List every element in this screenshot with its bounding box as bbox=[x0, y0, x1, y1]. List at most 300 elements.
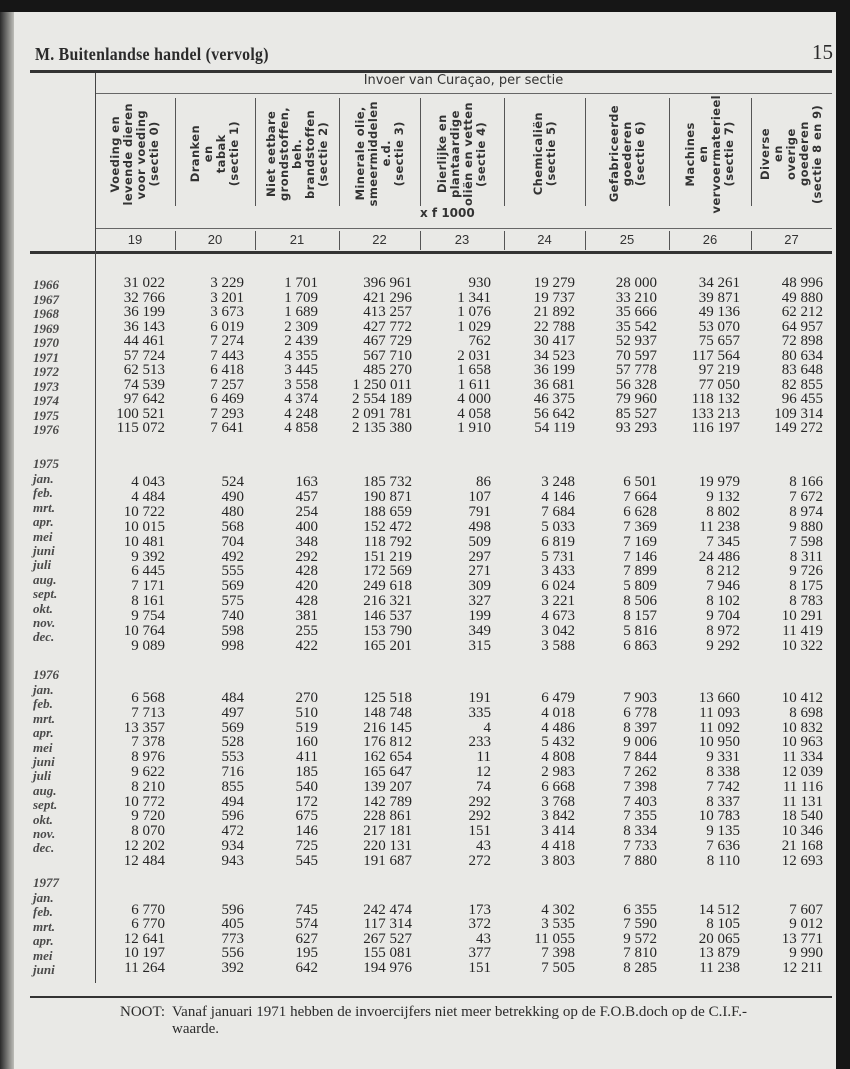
table-cell: 96 455 bbox=[781, 391, 823, 407]
table-cell: 704 bbox=[221, 533, 244, 550]
table-cell: 11 419 bbox=[782, 623, 823, 639]
table-row bbox=[95, 903, 823, 917]
table-cell: 7 378 bbox=[131, 734, 165, 751]
table-cell: 9 704 bbox=[706, 608, 740, 625]
column-header-line: en bbox=[771, 145, 785, 163]
row-label: juli bbox=[33, 768, 52, 784]
table-cell: 8 338 bbox=[706, 764, 740, 780]
table-row bbox=[95, 706, 823, 721]
row-label: 1974 bbox=[33, 393, 59, 408]
table-cell: 117 564 bbox=[691, 347, 740, 364]
table-cell: 524 bbox=[221, 474, 244, 490]
table-cell: 855 bbox=[221, 778, 244, 795]
table-cell: 116 197 bbox=[691, 420, 740, 436]
table-cell: 12 bbox=[476, 764, 491, 780]
table-cell: 6 445 bbox=[131, 563, 165, 580]
table-cell: 309 bbox=[468, 578, 491, 595]
row-label: mrt. bbox=[33, 918, 56, 934]
table-cell: 545 bbox=[295, 852, 318, 869]
table-cell: 48 996 bbox=[781, 275, 823, 291]
table-cell: 4 858 bbox=[284, 420, 318, 436]
table-cell: 80 634 bbox=[781, 347, 823, 364]
table-cell: 4 000 bbox=[457, 391, 491, 407]
table-cell: 1 076 bbox=[457, 304, 491, 320]
table-cell: 519 bbox=[295, 719, 318, 736]
column-number: 25 bbox=[619, 232, 635, 247]
table-cell: 567 710 bbox=[363, 347, 412, 364]
table-row bbox=[95, 854, 823, 869]
table-cell: 163 bbox=[295, 474, 318, 490]
table-cell: 109 314 bbox=[774, 405, 823, 422]
table-cell: 3 042 bbox=[541, 623, 575, 639]
table-cell: 217 181 bbox=[363, 823, 412, 840]
table-cell: 4 484 bbox=[131, 488, 165, 505]
table-row bbox=[95, 490, 823, 505]
table-cell: 8 972 bbox=[706, 623, 740, 639]
table-cell: 7 742 bbox=[706, 778, 740, 795]
table-row bbox=[95, 505, 823, 520]
table-cell: 1 910 bbox=[457, 420, 491, 436]
column-header-line: (sectie 1) bbox=[227, 121, 241, 187]
column-number: 20 bbox=[207, 232, 223, 247]
table-cell: 7 403 bbox=[623, 793, 657, 810]
column-header-line: (sectie 2) bbox=[315, 121, 330, 187]
table-cell: 11 092 bbox=[699, 719, 740, 736]
table-cell: 745 bbox=[295, 902, 318, 918]
table-cell: 4 673 bbox=[541, 608, 575, 625]
table-cell: 740 bbox=[221, 608, 244, 625]
table-cell: 9 622 bbox=[131, 764, 165, 780]
table-cell: 292 bbox=[468, 793, 491, 810]
column-header-line: Niet eetbare bbox=[263, 110, 278, 198]
table-cell: 4 355 bbox=[284, 347, 318, 364]
table-cell: 675 bbox=[295, 808, 318, 825]
table-cell: 4 248 bbox=[284, 405, 318, 422]
column-header-line: Chemicaliën bbox=[530, 112, 545, 196]
table-cell: 569 bbox=[221, 719, 244, 736]
table-cell: 8 334 bbox=[623, 823, 657, 840]
table-cell: 10 783 bbox=[698, 808, 740, 825]
row-label: apr. bbox=[33, 933, 54, 949]
table-cell: 271 bbox=[468, 563, 491, 580]
table-cell: 7 672 bbox=[789, 488, 823, 505]
table-cell: 36 681 bbox=[533, 376, 575, 393]
column-header-line: (sectie 4) bbox=[474, 121, 488, 187]
table-cell: 596 bbox=[221, 902, 244, 918]
table-cell: 3 842 bbox=[541, 808, 575, 825]
table-cell: 3 201 bbox=[210, 289, 244, 306]
table-cell: 4 486 bbox=[541, 719, 575, 736]
table-cell: 428 bbox=[295, 593, 318, 610]
table-cell: 64 957 bbox=[781, 318, 823, 335]
table-cell: 57 778 bbox=[615, 362, 657, 378]
table-cell: 7 505 bbox=[541, 959, 575, 976]
table-cell: 627 bbox=[295, 930, 318, 947]
table-cell: 10 481 bbox=[123, 533, 165, 550]
column-number: 24 bbox=[537, 232, 552, 247]
table-cell: 3 803 bbox=[541, 852, 575, 869]
row-label: 1971 bbox=[33, 349, 59, 365]
table-cell: 54 119 bbox=[534, 420, 575, 436]
table-row bbox=[95, 639, 823, 654]
table-cell: 716 bbox=[221, 764, 244, 780]
table-cell: 1 250 011 bbox=[352, 376, 412, 393]
row-label: aug. bbox=[33, 782, 57, 798]
table-cell: 254 bbox=[295, 503, 318, 520]
table-cell: 998 bbox=[221, 637, 244, 654]
column-number: 21 bbox=[289, 232, 305, 247]
table-cell: 12 484 bbox=[123, 852, 165, 869]
column-header bbox=[95, 98, 175, 210]
unit-rule bbox=[95, 228, 832, 229]
table-cell: 4 bbox=[483, 719, 491, 736]
table-cell: 7 355 bbox=[623, 808, 657, 825]
table-row bbox=[95, 765, 823, 780]
table-cell: 85 527 bbox=[615, 405, 657, 422]
table-cell: 8 161 bbox=[131, 593, 165, 610]
column-header-line: e.d. bbox=[378, 140, 393, 168]
table-row bbox=[95, 349, 823, 364]
row-label: 1968 bbox=[33, 306, 59, 321]
table-cell: 2 031 bbox=[457, 347, 491, 364]
table-cell: 13 771 bbox=[781, 930, 823, 947]
section-title: M. Buitenlandse handel (vervolg) bbox=[35, 44, 269, 64]
table-cell: 2 983 bbox=[541, 764, 575, 780]
table-cell: 1 701 bbox=[284, 275, 318, 291]
table-cell: 8 105 bbox=[706, 916, 740, 933]
table-cell: 596 bbox=[221, 808, 244, 825]
table-cell: 8 102 bbox=[706, 593, 740, 610]
table-cell: 12 039 bbox=[781, 764, 823, 780]
table-cell: 7 598 bbox=[789, 533, 823, 550]
table-cell: 139 207 bbox=[363, 778, 412, 795]
table-cell: 148 748 bbox=[363, 704, 412, 721]
table-cell: 10 291 bbox=[781, 608, 823, 625]
column-header-line: (sectie 8 en 9) bbox=[810, 104, 824, 204]
table-cell: 172 bbox=[295, 793, 318, 810]
table-cell: 472 bbox=[221, 823, 244, 840]
table-cell: 8 285 bbox=[623, 959, 657, 976]
table-cell: 191 bbox=[468, 690, 491, 706]
table-cell: 35 542 bbox=[615, 318, 657, 335]
table-cell: 327 bbox=[468, 593, 491, 610]
table-row bbox=[95, 961, 823, 975]
table-cell: 9 726 bbox=[789, 563, 823, 580]
table-cell: 56 642 bbox=[533, 405, 575, 422]
row-label: okt. bbox=[33, 811, 53, 827]
row-label: dec. bbox=[33, 629, 55, 645]
table-cell: 107 bbox=[468, 488, 491, 505]
table-cell: 185 bbox=[295, 764, 318, 780]
table-cell: 335 bbox=[468, 704, 491, 721]
table-cell: 39 871 bbox=[698, 289, 740, 306]
table-cell: 4 418 bbox=[541, 838, 575, 854]
table-cell: 297 bbox=[468, 548, 491, 565]
table-cell: 575 bbox=[221, 593, 244, 610]
row-label: sept. bbox=[33, 797, 58, 813]
table-cell: 9 089 bbox=[131, 637, 165, 654]
table-cell: 57 724 bbox=[123, 347, 165, 364]
table-cell: 422 bbox=[295, 637, 318, 654]
table-cell: 1 658 bbox=[457, 362, 491, 378]
column-header-line: brandstoffen bbox=[302, 109, 317, 199]
table-cell: 556 bbox=[221, 945, 244, 962]
table-cell: 413 257 bbox=[363, 304, 412, 320]
table-cell: 35 666 bbox=[615, 304, 657, 320]
table-cell: 6 819 bbox=[541, 533, 575, 550]
table-cell: 494 bbox=[221, 793, 244, 810]
table-row bbox=[95, 550, 823, 565]
year-label: 1975 bbox=[33, 456, 59, 471]
table-cell: 3 588 bbox=[541, 637, 575, 654]
table-cell: 216 321 bbox=[363, 593, 412, 610]
table-row bbox=[95, 407, 823, 422]
table-cell: 400 bbox=[295, 518, 318, 535]
table-cell: 7 946 bbox=[706, 578, 740, 595]
table-cell: 11 116 bbox=[782, 778, 823, 795]
table-cell: 791 bbox=[468, 503, 491, 520]
table-cell: 31 022 bbox=[123, 275, 165, 291]
table-cell: 8 210 bbox=[131, 778, 165, 795]
table-cell: 392 bbox=[221, 959, 244, 976]
table-cell: 11 334 bbox=[782, 749, 823, 766]
table-cell: 2 554 189 bbox=[352, 391, 412, 407]
table-cell: 292 bbox=[468, 808, 491, 825]
table-row bbox=[95, 609, 823, 624]
row-label: juni bbox=[33, 754, 55, 769]
table-cell: 10 772 bbox=[123, 793, 165, 810]
header-bottom-rule bbox=[30, 251, 832, 254]
table-cell: 3 433 bbox=[541, 563, 575, 580]
table-cell: 97 219 bbox=[698, 362, 740, 378]
row-label: jan. bbox=[33, 890, 54, 905]
table-cell: 2 439 bbox=[284, 333, 318, 349]
table-cell: 568 bbox=[221, 518, 244, 535]
table-cell: 2 091 781 bbox=[352, 405, 412, 422]
table-cell: 7 169 bbox=[623, 533, 657, 550]
row-label: 1976 bbox=[33, 422, 59, 437]
table-cell: 555 bbox=[221, 563, 244, 580]
table-cell: 6 568 bbox=[131, 690, 165, 706]
table-cell: 7 899 bbox=[623, 563, 657, 580]
table-cell: 216 145 bbox=[363, 719, 412, 736]
table-cell: 8 166 bbox=[789, 474, 823, 490]
table-row bbox=[95, 363, 823, 378]
table-cell: 3 445 bbox=[284, 362, 318, 378]
table-cell: 5 816 bbox=[623, 623, 657, 639]
table-cell: 7 257 bbox=[210, 376, 244, 393]
table-cell: 44 461 bbox=[123, 333, 165, 349]
table-cell: 11 093 bbox=[699, 704, 740, 721]
table-cell: 5 033 bbox=[541, 518, 575, 535]
table-cell: 553 bbox=[221, 749, 244, 766]
row-label: dec. bbox=[33, 840, 55, 856]
table-row bbox=[95, 392, 823, 407]
table-cell: 9 132 bbox=[706, 488, 740, 505]
table-cell: 10 322 bbox=[781, 637, 823, 654]
table-cell: 490 bbox=[221, 488, 244, 505]
table-cell: 1 029 bbox=[457, 318, 491, 335]
row-label: nov. bbox=[33, 615, 56, 630]
table-cell: 5 809 bbox=[623, 578, 657, 595]
table-cell: 8 110 bbox=[706, 852, 740, 869]
table-row bbox=[95, 291, 823, 306]
table-cell: 1 709 bbox=[284, 289, 318, 306]
table-row bbox=[95, 276, 823, 291]
table-cell: 7 171 bbox=[131, 578, 165, 595]
table-cell: 249 618 bbox=[363, 578, 412, 595]
table-cell: 372 bbox=[468, 916, 491, 933]
table-row bbox=[95, 780, 823, 795]
table-cell: 7 641 bbox=[210, 420, 244, 436]
row-label: jan. bbox=[33, 471, 54, 486]
table-cell: 49 136 bbox=[698, 304, 740, 320]
table-cell: 420 bbox=[295, 578, 318, 595]
table-cell: 34 261 bbox=[698, 275, 740, 291]
column-header-line: Dierlijke en bbox=[435, 114, 449, 194]
table-cell: 598 bbox=[221, 623, 244, 639]
table-cell: 272 bbox=[468, 852, 491, 869]
table-cell: 3 229 bbox=[210, 275, 244, 291]
table-cell: 267 527 bbox=[363, 930, 412, 947]
table-cell: 155 081 bbox=[363, 945, 412, 962]
table-cell: 13 660 bbox=[698, 690, 740, 706]
table-cell: 484 bbox=[221, 690, 244, 706]
column-header-line: (sectie 3) bbox=[391, 121, 406, 187]
table-cell: 7 636 bbox=[706, 838, 740, 854]
table-cell: 10 764 bbox=[123, 623, 165, 639]
table-cell: 8 311 bbox=[789, 548, 823, 565]
table-cell: 8 506 bbox=[623, 593, 657, 610]
table-row bbox=[95, 624, 823, 639]
column-header-line: grondstoffen, beh. bbox=[276, 106, 304, 202]
table-cell: 9 331 bbox=[706, 749, 740, 766]
table-cell: 162 654 bbox=[363, 749, 412, 766]
table-cell: 762 bbox=[468, 333, 491, 349]
table-cell: 1 611 bbox=[457, 376, 491, 393]
table-cell: 12 202 bbox=[123, 838, 165, 854]
table-row bbox=[95, 691, 823, 706]
table-cell: 348 bbox=[295, 533, 318, 550]
column-header-line: smeermiddelen bbox=[365, 101, 380, 207]
table-cell: 3 535 bbox=[541, 916, 575, 933]
table-cell: 1 689 bbox=[284, 304, 318, 320]
table-bottom-rule bbox=[30, 996, 832, 998]
column-header-line: Machines bbox=[683, 121, 697, 187]
table-cell: 194 976 bbox=[363, 959, 412, 976]
table-cell: 165 201 bbox=[363, 637, 412, 654]
table-cell: 11 238 bbox=[699, 959, 740, 976]
table-cell: 10 722 bbox=[123, 503, 165, 520]
table-cell: 30 417 bbox=[533, 333, 575, 349]
table-cell: 377 bbox=[468, 945, 491, 962]
table-cell: 46 375 bbox=[533, 391, 575, 407]
table-cell: 5 731 bbox=[541, 548, 575, 565]
table-cell: 10 963 bbox=[781, 734, 823, 751]
table-cell: 62 212 bbox=[781, 304, 823, 320]
table-cell: 934 bbox=[221, 838, 244, 854]
table-cell: 12 641 bbox=[123, 930, 165, 947]
previous-page-edge bbox=[0, 12, 14, 1069]
table-cell: 49 880 bbox=[781, 289, 823, 306]
table-cell: 11 238 bbox=[699, 518, 740, 535]
table-cell: 53 070 bbox=[698, 318, 740, 335]
table-cell: 7 398 bbox=[541, 945, 575, 962]
page-number: 15 bbox=[812, 40, 833, 64]
table-cell: 242 474 bbox=[363, 902, 412, 918]
table-cell: 3 414 bbox=[541, 823, 575, 840]
table-cell: 19 737 bbox=[533, 289, 575, 306]
table-cell: 28 000 bbox=[615, 275, 657, 291]
table-row bbox=[95, 535, 823, 550]
column-header bbox=[255, 98, 339, 210]
table-cell: 9 720 bbox=[131, 808, 165, 825]
table-cell: 36 199 bbox=[123, 304, 165, 320]
table-cell: 6 668 bbox=[541, 778, 575, 795]
table-cell: 642 bbox=[295, 959, 318, 976]
table-cell: 12 693 bbox=[781, 852, 823, 869]
note-text: Vanaf januari 1971 hebben de invoercijfers niet meer betrekking op de F.O.B.doch op de C.I.F.-waarde. bbox=[172, 1004, 747, 1037]
table-cell: 22 788 bbox=[533, 318, 575, 335]
table-cell: 7 664 bbox=[623, 488, 657, 505]
table-cell: 6 418 bbox=[210, 362, 244, 378]
table-cell: 165 647 bbox=[363, 764, 412, 780]
table-cell: 172 569 bbox=[363, 563, 412, 580]
column-header-line: tabak bbox=[214, 134, 228, 174]
row-label: 1975 bbox=[33, 407, 59, 423]
table-cell: 70 597 bbox=[615, 347, 657, 364]
table-cell: 480 bbox=[221, 503, 244, 520]
column-header-line: en bbox=[201, 145, 215, 163]
table-cell: 6 628 bbox=[623, 503, 657, 520]
table-cell: 7 345 bbox=[706, 533, 740, 550]
table-cell: 405 bbox=[221, 916, 244, 933]
table-cell: 32 766 bbox=[123, 289, 165, 306]
table-cell: 173 bbox=[468, 902, 491, 918]
table-cell: 2 309 bbox=[284, 318, 318, 335]
table-cell: 9 292 bbox=[706, 637, 740, 654]
table-cell: 11 131 bbox=[782, 793, 823, 810]
table-group-title: Invoer van Curaçao, per sectie bbox=[363, 73, 564, 88]
row-label: feb. bbox=[33, 696, 53, 712]
table-cell: 7 844 bbox=[623, 749, 657, 766]
table-cell: 773 bbox=[221, 930, 244, 947]
table-row bbox=[95, 320, 823, 335]
table-cell: 421 296 bbox=[363, 289, 412, 306]
table-cell: 8 337 bbox=[706, 793, 740, 810]
table-row bbox=[95, 305, 823, 320]
row-label: 1972 bbox=[33, 364, 59, 379]
table-cell: 149 272 bbox=[774, 420, 823, 436]
column-number: 26 bbox=[702, 232, 718, 247]
table-cell: 8 974 bbox=[789, 503, 823, 520]
table-cell: 497 bbox=[221, 704, 244, 721]
row-label: jan. bbox=[33, 682, 54, 697]
table-cell: 199 bbox=[468, 608, 491, 625]
table-cell: 6 778 bbox=[623, 704, 657, 721]
table-row bbox=[95, 750, 823, 765]
table-cell: 118 792 bbox=[363, 533, 412, 550]
table-cell: 315 bbox=[468, 637, 491, 654]
table-cell: 142 789 bbox=[363, 793, 412, 810]
table-cell: 56 328 bbox=[615, 376, 657, 393]
table-cell: 4 146 bbox=[541, 488, 575, 505]
table-cell: 4 018 bbox=[541, 704, 575, 721]
table-row bbox=[95, 824, 823, 839]
column-header bbox=[175, 98, 255, 210]
table-cell: 3 221 bbox=[541, 593, 575, 610]
table-cell: 7 274 bbox=[210, 333, 244, 349]
